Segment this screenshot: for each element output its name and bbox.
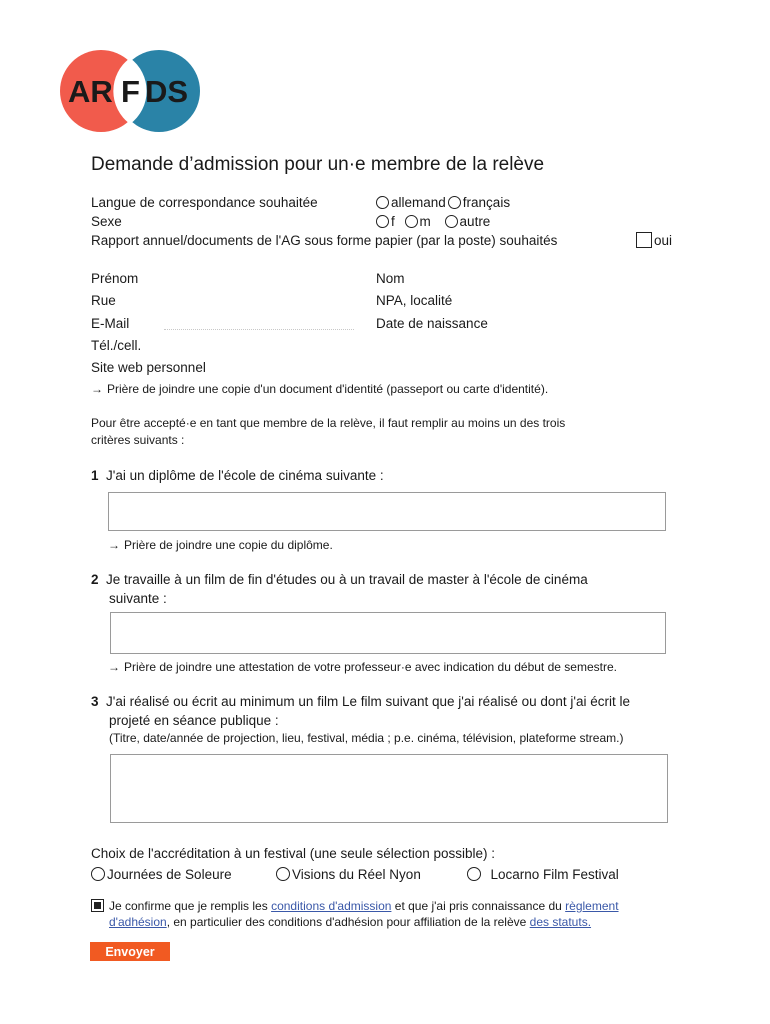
email-field[interactable] [164, 328, 354, 330]
language-options [376, 195, 510, 210]
language-allemand-radio[interactable] [376, 196, 389, 209]
confirm-checkbox[interactable] [91, 899, 104, 912]
criterion-3-input[interactable] [110, 754, 668, 823]
criterion-2-line-1: Je travaille à un film de fin d'études ou à un travail de master à l'école de cinéma [106, 572, 588, 587]
intro-line-1: Pour être accepté·e en tant que membre de la relève, il faut remplir au moins un des trois [91, 416, 566, 430]
festival-nyon-label: Visions du Réel Nyon [292, 867, 421, 882]
logo-text-f: F [121, 74, 140, 109]
sex-options [376, 214, 490, 229]
criterion-3-line-2: projeté en séance publique : [109, 713, 279, 728]
festival-locarno-label: Locarno Film Festival [490, 867, 619, 882]
sex-f-radio[interactable] [376, 215, 389, 228]
sex-label: Sexe [91, 214, 122, 229]
criterion-3-heading [91, 694, 630, 709]
festival-option-soleure[interactable] [91, 867, 232, 882]
criterion-3-number: 3 [91, 694, 99, 709]
sex-m-radio[interactable] [405, 215, 418, 228]
sex-autre-radio[interactable] [445, 215, 458, 228]
arrow-right-icon: → [108, 538, 120, 552]
submit-button[interactable]: Envoyer [90, 942, 170, 961]
criterion-2-note-text: Prière de joindre une attestation de votre professeur·e avec indication du début de semestre. [124, 660, 617, 674]
language-allemand-label: allemand [391, 195, 446, 210]
arrow-right-icon: → [91, 382, 103, 396]
reglement-link-part-2[interactable]: d'adhésion [109, 915, 167, 929]
language-francais-label: français [462, 195, 511, 210]
nom-label: Nom [376, 271, 405, 286]
confirm-checkbox-wrap [91, 898, 104, 916]
language-francais-radio[interactable] [448, 196, 461, 209]
criterion-3-line-3: (Titre, date/année de projection, lieu, festival, média ; p.e. cinéma, télévision, plateforme stream.) [109, 731, 624, 745]
prenom-label: Prénom [91, 271, 139, 286]
criterion-2-input[interactable] [110, 612, 666, 654]
criterion-1-note-text: Prière de joindre une copie du diplôme. [124, 538, 333, 552]
sex-m-label: m [419, 214, 431, 229]
criterion-1-text: J'ai un diplôme de l'école de cinéma suivante : [106, 468, 384, 483]
criterion-1-input[interactable] [108, 492, 666, 531]
festival-option-locarno[interactable] [467, 867, 619, 882]
arrow-right-icon: → [108, 660, 120, 674]
paper-oui-checkbox[interactable] [636, 232, 652, 248]
paper-oui-label: oui [654, 233, 673, 248]
logo-text-ds: DS [145, 74, 189, 109]
sex-autre-label: autre [459, 214, 491, 229]
birth-label: Date de naissance [376, 316, 488, 331]
arfds-logo [60, 50, 200, 132]
festival-option-nyon[interactable] [276, 867, 421, 882]
paper-label: Rapport annuel/documents de l'AG sous forme papier (par la poste) souhaités [91, 233, 558, 248]
festival-soleure-radio[interactable] [91, 867, 105, 881]
page-title: Demande d’admission pour un·e membre de la relève [91, 154, 545, 175]
criterion-1-heading [91, 468, 384, 483]
reglement-link-part-1[interactable]: règlement [565, 899, 619, 913]
festival-label: Choix de l'accréditation à un festival (une seule sélection possible) : [91, 846, 496, 861]
confirm-part-1: Je confirme que je remplis les [109, 899, 272, 913]
id-note-text: Prière de joindre une copie d'un document d'identité (passeport ou carte d'identité). [107, 382, 549, 396]
rue-label: Rue [91, 293, 116, 308]
confirm-text [109, 898, 689, 930]
sex-f-label: f [391, 214, 395, 229]
npa-label: NPA, localité [376, 293, 453, 308]
criterion-1-number: 1 [91, 468, 99, 483]
email-label: E-Mail [91, 316, 130, 331]
tel-label: Tél./cell. [91, 338, 142, 353]
festival-locarno-radio[interactable] [467, 867, 481, 881]
intro-line-2: critères suivants : [91, 433, 185, 447]
paper-option [636, 232, 672, 248]
criterion-2-number: 2 [91, 572, 99, 587]
logo-text-ar: AR [68, 74, 113, 109]
criterion-3-line-1: J'ai réalisé ou écrit au minimum un film Le film suivant que j'ai réalisé ou dont j'ai écrit le [106, 694, 630, 709]
web-label: Site web personnel [91, 360, 206, 375]
confirm-part-2: et que j'ai pris connaissance du [391, 899, 566, 913]
criterion-2-note [108, 660, 617, 674]
festival-soleure-label: Journées de Soleure [107, 867, 232, 882]
conditions-admission-link[interactable]: conditions d'admission [271, 899, 392, 913]
statuts-link[interactable]: des statuts. [529, 915, 592, 929]
criterion-1-note [108, 538, 333, 552]
language-label: Langue de correspondance souhaitée [91, 195, 318, 210]
criterion-2-line-2: suivante : [109, 591, 167, 606]
id-note [91, 382, 548, 396]
criterion-2-heading [91, 572, 588, 587]
confirm-part-3: , en particulier des conditions d'adhésion pour affiliation de la relève [166, 915, 530, 929]
festival-nyon-radio[interactable] [276, 867, 290, 881]
